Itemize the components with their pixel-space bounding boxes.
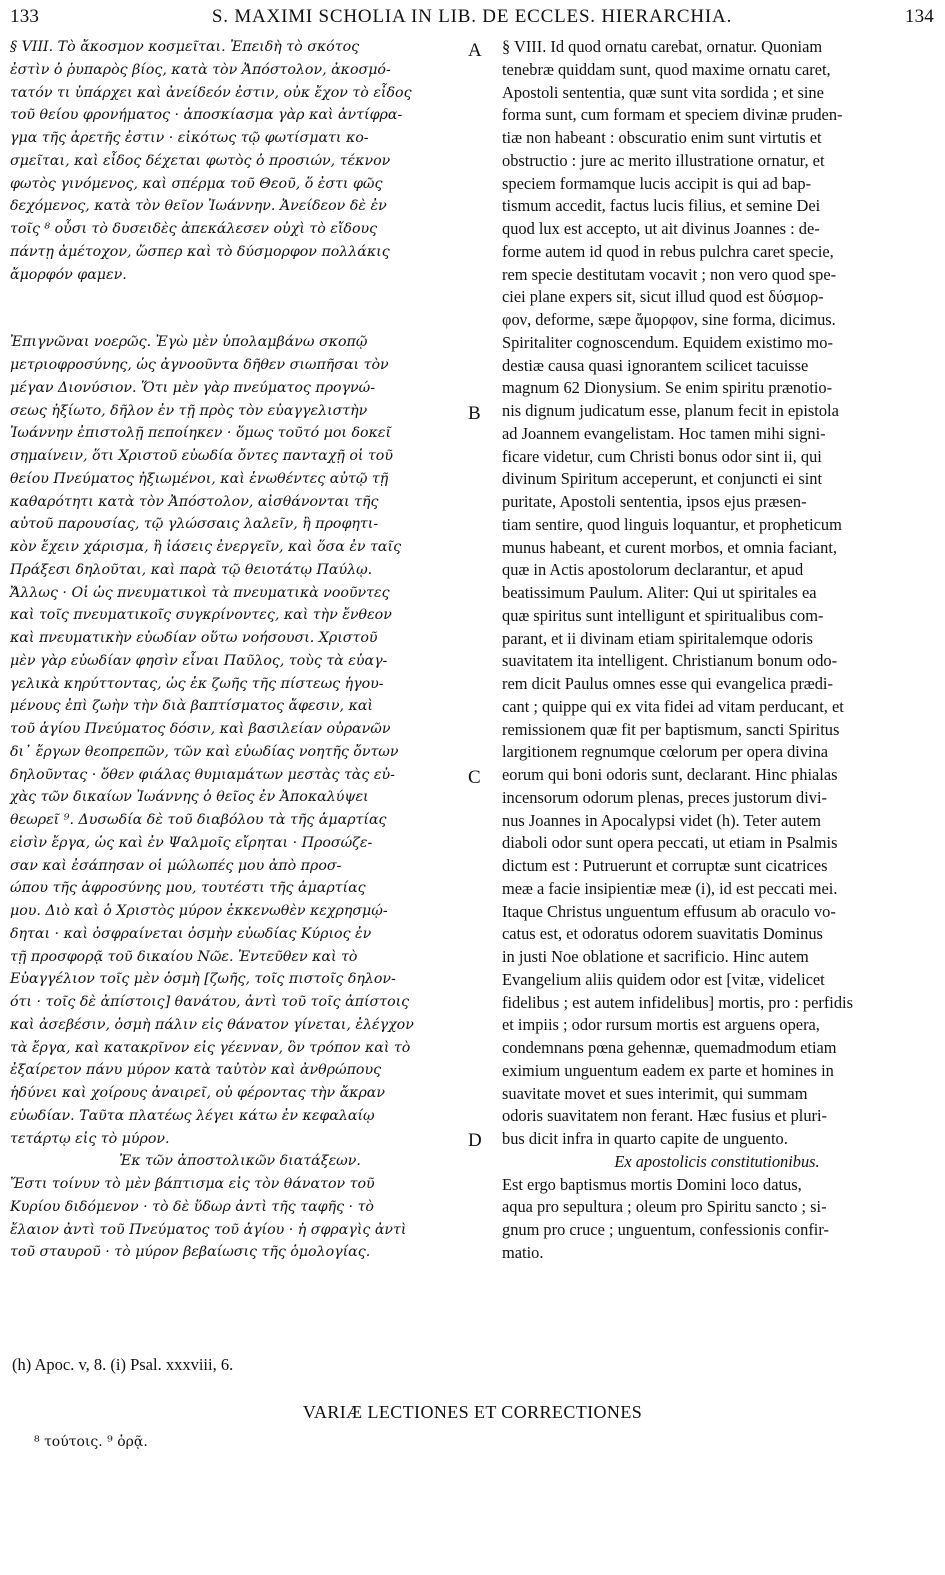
latin-paragraph-baptismus: Est ergo baptismus mortis Domini loco datus, aqua pro sepultura ; oleum pro Spiritu sancto ; si- gnum pro cruce ; unguentum, confessionis confir- matio. — [502, 1174, 829, 1262]
latin-paragraph-spiritaliter: Spiritaliter cognoscendum. Equidem existimo mo- destiæ causa quasi ignorantem scilicet tacuisse magnum 62 Dionysium. Se enim spiritu prænotio- nis dignum judicatum esse, planum fecit in epistola ad Joannem evangelistam. Hoc tamen mihi signi- ficare videtur, cum Christi bonus odor sint ii, qui divinum Spiritum acceperunt, et conjuncti ei sint puritate, Apostoli sententia, ipsos ejus præsen- tiam sentire, quod linguis loquantur, et propheticum munus habeant, et curent morbos, et omnia faciant, quæ in Actis apostolorum declarantur, et apud beatissimum Paulum. Aliter: Qui ut spiritales ea quæ spiritus sunt intelligunt et spiritualibus com- parant, et ii divinam etiam spiritalemque odoris suavitatem ita intelligent. Christianum bonum odo- rem dicit Paulus omnes esse qui evangelica prædi- cant ; quippe qui ex vita fidei ad vitam perducant, et remissionem quæ fit per baptismum, sancti Spiritus largitionem regnumque cœlorum per opera divina eorum qui boni odoris sunt, declarant. Hinc phialas incensorum odorum plenas, preces justorum divi- nus Joannes in Apocalypsi videt (h). Teter autem diaboli odor sunt opera peccati, ut etiam in Psalmis dictum est : Putruerunt et corruptæ sunt cicatrices meæ a facie insipientiæ meæ (i), id est peccati mei. Itaque Christus unguentum effusum ab oraculo vo- catus est, et odoratus odorem suavitatis Dominus in justi Noe oblatione et sacrificio. Hinc autem Evangelium aliis quidem odor est [vitæ, videlicet fidelibus ; est autem infidelibus] mortis, pro : perfidis et impiis ; odor rursum mortis est arguens opera, condemnans pœna gehennæ, quemadmodum etiam eximium unguentum eadem ex parte et homines in suavitate movet et sues interimit, qui summam odoris suavitatem non ferant. Hæc fusius et pluri- bus dicit infra in quarto capite de unguento. — [502, 332, 853, 1148]
running-header — [10, 6, 934, 32]
latin-section-heading: Ex apostolicis constitutionibus. — [614, 1151, 820, 1171]
variae-lectiones-heading: VARIÆ LECTIONES ET CORRECTIONES — [302, 1402, 643, 1422]
latin-paragraph-viii: § VIII. Id quod ornatu carebat, ornatur. Quoniam tenebræ quiddam sunt, quod maxime ornatu caret, Apostoli sententia, quæ sunt vita sordida ; et sine forma sunt, cum formam et speciem divinæ pruden- tiæ non habeant : obscuratio enim sunt virtutis et obstructio : jure ac merito illustratione ornatur, et speciem formamque lucis accipit is qui ad bap- tismum accedit, factus lucis filius, et semine Dei quod lux est accepto, ut ait divinus Joannes : de- forme autem id quod in rebus pulchra caret specie, rem specie destitutam vocavit ; non vero quod spe- ciei plane expers sit, sicut illud quod est δύσμορ- φον, deforme, sæpe ἄμορφον, sine forma, dicimus. — [502, 37, 843, 329]
greek-column — [10, 36, 470, 1264]
greek-section-heading: Ἐκ τῶν ἀποστολικῶν διατάξεων. — [119, 1153, 361, 1170]
variant-readings: ⁸ τούτοις. ⁹ ὁρᾷ. — [34, 1434, 148, 1450]
latin-column — [502, 36, 932, 1265]
footnote-references: (h) Apoc. v, 8. (i) Psal. xxxviii, 6. — [12, 1355, 234, 1374]
greek-paragraph-epignonai: Ἐπιγνῶναι νοερῶς. Ἐγὼ μὲν ὑπολαμβάνω σκοπῷ μετριοφροσύνης, ὡς ἀγνοοῦντα δῆθεν σιωπῆσαι τὸν μέγαν Διονύσιον. Ὅτι μὲν γὰρ πνεύματος προγνώ- σεως ἠξίωτο, δῆλον ἐν τῇ πρὸς τὸν εὐαγγελιστὴν Ἰωάννην ἐπιστολῇ πεποίηκεν · ὅμως τοῦτό μοι δοκεῖ σημαίνειν, ὅτι Χριστοῦ εὐωδία ὄντες πανταχῇ οἱ τοῦ θείου Πνεύματος ἠξιωμένοι, καὶ ἑνωθέντες αὐτῷ τῇ καθαρότητι κατὰ τὸν Ἀπόστολον, αἰσθάνονται τῆς αὐτοῦ παρουσίας, τῷ γλώσσαις λαλεῖν, ἢ προφητι- κὸν ἔχειν χάρισμα, ἢ ἰάσεις ἐνεργεῖν, καὶ ὅσα ἐν ταῖς Πράξεσι δηλοῦται, καὶ παρὰ τῷ θειοτάτῳ Παύλῳ. Ἄλλως · Οἱ ὡς πνευματικοὶ τὰ πνευματικὰ νοοῦντες καὶ τοῖς πνευματικοῖς συγκρίνοντες, καὶ τὴν ἔνθεον καὶ πνευματικὴν εὐωδίαν οὕτω νοήσουσι. Χριστοῦ μὲν γὰρ εὐωδίαν φησὶν εἶναι Παῦλος, τοὺς τὰ εὐαγ- γελικὰ κηρύττοντας, ὡς ἐκ ζωῆς τῆς πίστεως ἡγου- μένους ἐπὶ ζωὴν τὴν διὰ βαπτίσματος ἄφεσιν, καὶ τοῦ ἁγίου Πνεύματος δόσιν, καὶ βασιλείαν οὐρανῶν δι᾽ ἔργων θεοπρεπῶν, τῶν καὶ εὐωδίας νοητῆς ὄντων δηλοῦντας · ὅθεν φιάλας θυμιαμάτων μεστὰς τὰς εὐ- χὰς τῶν δικαίων Ἰωάννης ὁ θεῖος ἐν Ἀποκαλύψει θεωρεῖ ⁹. Δυσωδία δὲ τοῦ διαβόλου τὰ τῆς ἁμαρτίας εἰσὶν ἔργα, ὡς καὶ ἐν Ψαλμοῖς εἴρηται · Προσώζε- σαν καὶ ἐσάπησαν οἱ μώλωπές μου ἀπὸ προσ- ώπου τῆς ἀφροσύνης μου, τουτέστι τῆς ἁμαρτίας μου. Διὸ καὶ ὁ Χριστὸς μύρον ἐκκενωθὲν κεχρησμῴ- δηται · καὶ ὀσφραίνεται ὀσμὴν εὐωδίας Κύριος ἐν τῇ προσφορᾷ τοῦ δικαίου Νῶε. Ἐντεῦθεν καὶ τὸ Εὐαγγέλιον τοῖς μὲν ὀσμὴ [ζωῆς, τοῖς πιστοῖς δηλον- ότι · τοῖς δὲ ἀπίστοις] θανάτου, ἀντὶ τοῦ τοῖς ἀπίστοις καὶ ἀσεβέσιν, ὀσμὴ πάλιν εἰς θάνατον γίνεται, ἐλέγχον τὰ ἔργα, καὶ κατακρῖνον εἰς γέενναν, ὃν τρόπον καὶ τὸ ἐξαίρετον πάνυ μύρον κατὰ ταὐτὸν καὶ ἀνθρώπους ἡδύνει καὶ χοίρους ἀναιρεῖ, οὐ φέροντας τὴν ἄκραν εὐωδίαν. Ταῦτα πλατέως λέγει κάτω ἐν κεφαλαίῳ τετάρτῳ εἰς τὸ μύρον. — [10, 334, 414, 1147]
margin-marker-a: A — [468, 40, 482, 61]
margin-marker-d: D — [468, 1130, 482, 1151]
margin-marker-b: B — [468, 403, 481, 424]
margin-marker-c: C — [468, 767, 481, 788]
greek-paragraph-baptisma: Ἔστι τοίνυν τὸ μὲν βάπτισμα εἰς τὸν θάνατον τοῦ Κυρίου διδόμενον · τὸ δὲ ὕδωρ ἀντὶ τῆς ταφῆς · τὸ ἔλαιον ἀντὶ τοῦ Πνεύματος τοῦ ἁγίου · ἡ σφραγὶς ἀντὶ τοῦ σταυροῦ · τὸ μύρον βεβαίωσις τῆς ὁμολογίας. — [10, 1176, 407, 1261]
page-number-right: 134 — [904, 6, 934, 27]
page-number-left: 133 — [10, 6, 40, 27]
greek-paragraph-viii: § VIII. Τὸ ἄκοσμον κοσμεῖται. Ἐπειδὴ τὸ σκότος ἐστὶν ὁ ῥυπαρὸς βίος, κατὰ τὸν Ἀπόστολον, ἀκοσμό- τατόν τι ὑπάρχει καὶ ἀνείδεόν ἐστιν, οὐκ ἔχον τὸ εἶδος τοῦ θείου φρονήματος · ἀποσκίασμα γὰρ καὶ ἀντίφρα- γμα τῆς ἀρετῆς ἐστιν · εἰκότως τῷ φωτίσματι κο- σμεῖται, καὶ εἶδος δέχεται φωτὸς ὁ προσιών, τέκνον φωτὸς γινόμενος, καὶ σπέρμα τοῦ Θεοῦ, ὅ ἐστι φῶς δεχόμενος, κατὰ τὸν θεῖον Ἰωάννην. Ἀνείδεον δὲ ἐν τοῖς ⁸ οὖσι τὸ δυσειδὲς ἀπεκάλεσεν οὐχὶ τὸ εἴδους πάντῃ ἀμέτοχον, ὥσπερ καὶ τὸ δύσμορφον πολλάκις ἄμορφόν φαμεν. — [10, 39, 412, 283]
running-title: S. MAXIMI SCHOLIA IN LIB. DE ECCLES. HIERARCHIA. — [211, 6, 733, 27]
